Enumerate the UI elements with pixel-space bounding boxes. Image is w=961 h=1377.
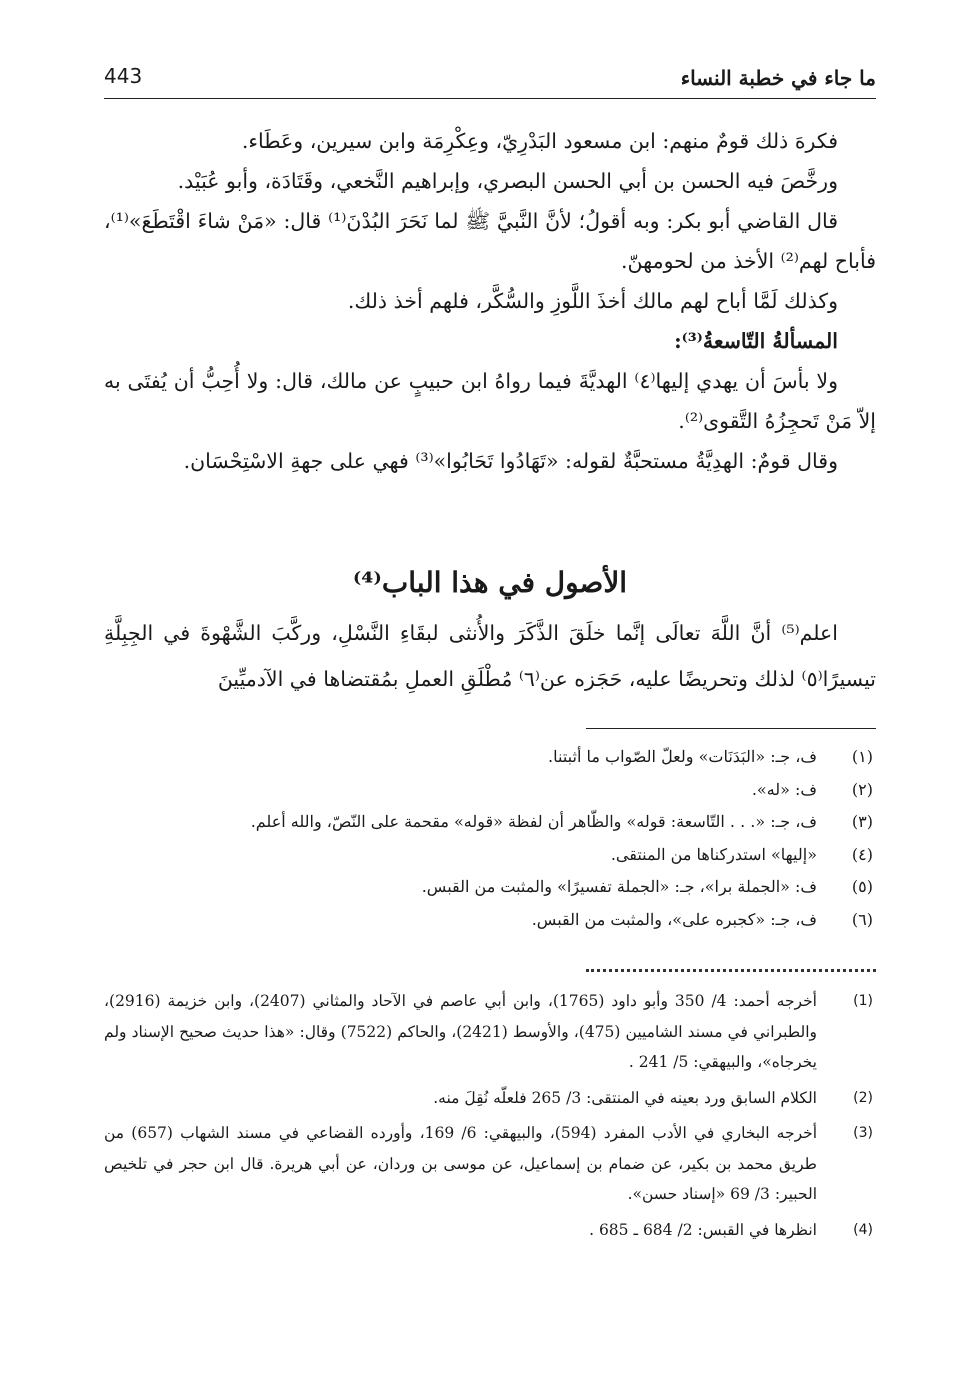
footnote-text: أخرجه أحمد: 4/ 350 وأبو داود (1765)، وابن أبي عاصم في الآحاد والمثاني (2407)، وابن خزيمة (2916)، والطبراني في مسند الشاميين (475)، والأوسط (2421)، والحاكم (7522) وقال: «هذا حديث صحيح الإسناد ولم يخرجاه»، والبيهقي: 5/ 241 . [104,992,818,1071]
footnote-text: ف، جـ: «كجبره على»، والمثبت من القبس. [531,909,817,929]
page-number: 443 [104,64,143,88]
paragraph: وقال قومٌ: الهدِيَّةُ مستحبَّةٌ لقوله: «تَهَادُوا تَحَابُوا»⁽³⁾ فهي على جهةِ الاسْتِحْسَان. [183,449,838,473]
footnote-number: (٦) [851,909,873,929]
footnote [104,871,876,904]
footnote-divider [586,728,876,729]
footnote-text: ف: «له». [751,779,817,799]
footnote-number: (٢) [851,779,873,799]
paragraph: ورخَّصَ فيه الحسن بن أبي الحسن البصري، وإبراهيم النَّخعي، وقَتَادَة، وأبو عُبَيْد. [177,169,838,193]
footnote-number: (1) [853,993,873,1009]
paragraph: ولا بأسَ أن يهدي إليها⁽٤⁾ الهديَّةَ فيما رواهُ ابن حبيبٍ عن مالك، قال: ولا أُحِبُّ أن يُفتَى به إلاّ مَنْ تَحجِزُهُ التَّقوى⁽²⁾. [104,369,876,433]
footnote [104,839,876,872]
footnote-number: (١) [851,747,873,766]
footnote [104,806,876,839]
footnote-text: ف، جـ: «البَدَنَات» ولعلّ الصّواب ما أثبتنا. [548,747,817,766]
footnote-number: (٣) [851,812,873,831]
footnote-number: (4) [853,1221,873,1238]
footnote [104,1215,876,1246]
variant-footnotes [104,741,876,936]
source-footnotes [104,986,876,1250]
paragraph: اعلم⁽⁵⁾ أنَّ اللَّهَ تعالَى إنَّما خلَقَ الذَّكَرَ والأُنثى لبقَاءِ النَّسْلِ، وركَّبَ الشَّهْوةَ في الجِبِلَّةِ تيسيرًا⁽٥⁾ لذلك وتحريضًا عليه، حَجَزه عن⁽٦⁾ مُطْلَقِ العملِ بمُقتضاها في الآدميِّينَ [104,621,876,691]
footnote-text: انظرها في القبس: 2/ 684 ـ 685 . [589,1220,817,1239]
footnote-number: (٤) [851,844,873,864]
footnote-number: (3) [853,1125,873,1141]
footnote [104,1083,876,1114]
footnote-number: (٥) [851,877,873,896]
footnote [104,1118,876,1210]
footnote [104,741,876,774]
footnote [104,986,876,1078]
paragraph: وكذلك لَمَّا أباح لهم مالك أخذَ اللَّوزِ والسُّكَّر، فلهم أخذ ذلك. [347,289,838,313]
section-title: الأصول في هذا الباب⁽⁴⁾ [352,566,628,599]
main-text [104,121,876,481]
running-header [104,58,876,99]
issue-heading: المسألةُ التّاسعةُ⁽³⁾: [674,329,838,353]
footnote-text: ف، جـ: «. . . التّاسعة: قوله» والظّاهر أن لفظة «قوله» مقحمة على النّصّ، والله أعلم. [250,812,817,831]
header-title: ما جاء في خطبة النساء [680,66,876,90]
footnote-divider-dotted [586,969,876,975]
footnote [104,904,876,937]
footnote-text: الكلام السابق ورد بعينه في المنتقى: 3/ 265 فلعلّه نُقِلَ منه. [433,1088,817,1107]
paragraph: فكرهَ ذلك قومٌ منهم: ابن مسعود البَدْرِيّ، وعِكْرِمَة وابن سيرين، وعَطَاء. [241,129,838,153]
footnote-text: ف: «الجملة برا»، جـ: «الجملة تفسيرًا» والمثبت من القبس. [421,877,817,896]
footnote-number: (2) [853,1089,873,1106]
footnote-text: «إليها» استدركناها من المنتقى. [610,844,817,864]
footnote-text: أخرجه البخاري في الأدب المفرد (594)، والبيهقي: 6/ 169، وأورده القضاعي في مسند الشهاب (657) من طريق محمد بن بكير، عن ضمام بن إسماعيل، عن موسى بن وردان، عن أبي هريرة. قال ابن حجر في تلخيص الحبير: 3/ 69 «إسناد حسن». [104,1124,818,1203]
footnote [104,774,876,807]
section-text [104,610,876,702]
paragraph: قال القاضي أبو بكر: وبه أقولُ؛ لأنَّ النَّبيَّ ﷺ لما نَحَرَ البُدْنَ⁽¹⁾ قال: «مَنْ شاءَ اقْتَطَعَ»⁽¹⁾، فأباح لهم⁽²⁾ الأخذ من لحومهنّ. [104,209,876,273]
